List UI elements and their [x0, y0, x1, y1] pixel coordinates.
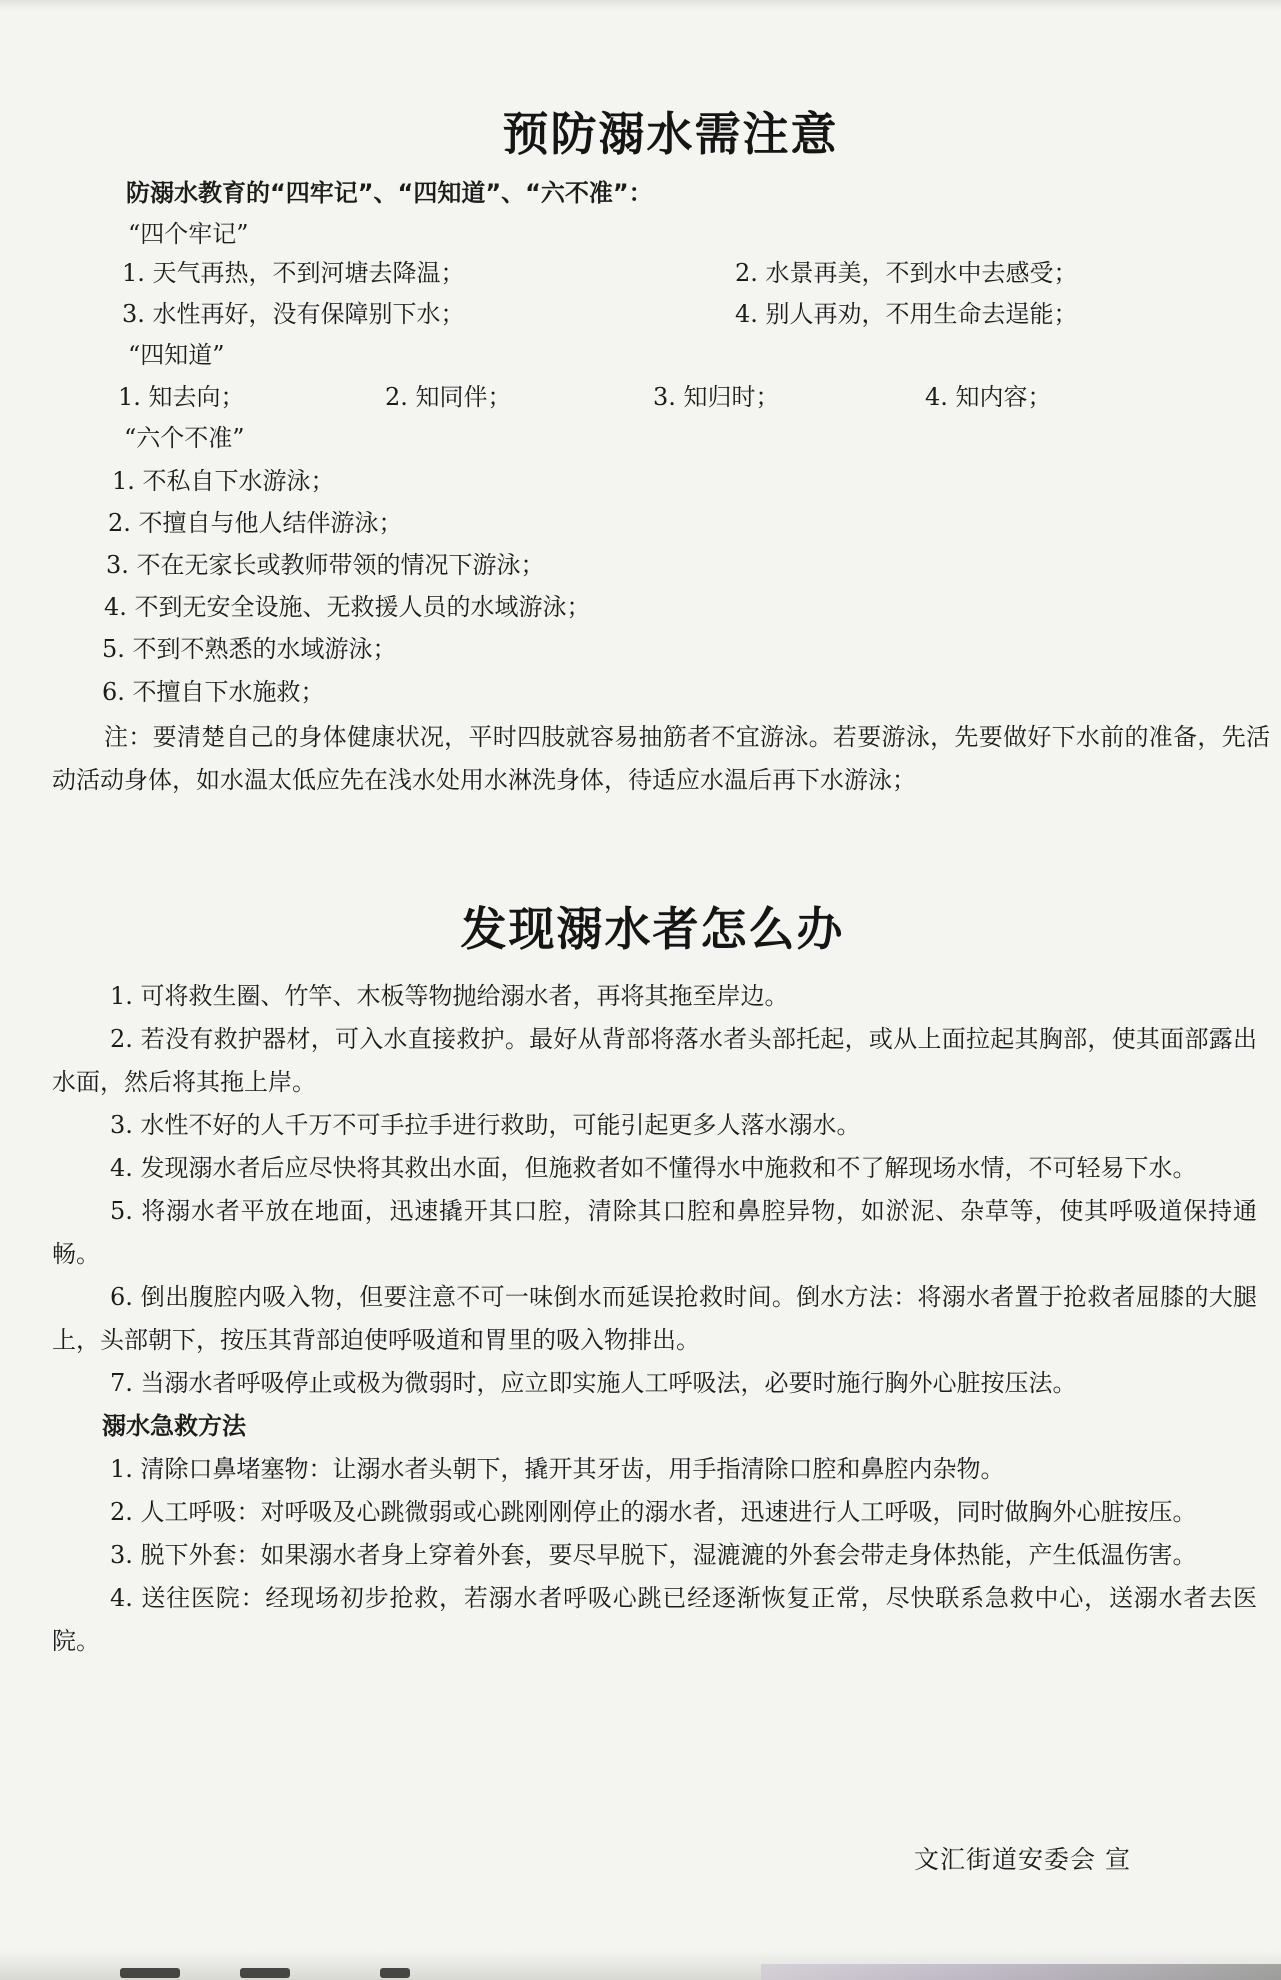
- four-know-item: 4. 知内容；: [925, 383, 1052, 411]
- rescue-step: 4. 发现溺水者后应尽快将其救出水面，但施救者如不懂得水中施救和不了解现场水情，不可轻易下水。: [110, 1154, 1197, 1182]
- four-remember-item: 3. 水性再好，没有保障别下水；: [122, 300, 465, 328]
- first-aid-heading: 溺水急救方法: [102, 1412, 246, 1440]
- note-text: 注：要清楚自己的身体健康状况，平时四肢就容易抽筋者不宜游泳。若要游泳，先要做好下水前的准备，先活动活动身体，如水温太低应先在浅水处用水淋洗身体，待适应水温后再下水游泳；: [52, 723, 1270, 794]
- four-remember-heading: “四个牢记”: [128, 220, 249, 248]
- rescue-step: 2. 若没有救护器材，可入水直接救护。最好从背部将落水者头部托起，或从上面拉起其胸部，使其面部露出水面，然后将其拖上岸。: [52, 1025, 1257, 1096]
- four-remember-item: 2. 水景再美，不到水中去感受；: [735, 259, 1078, 287]
- six-not-item: 4. 不到无安全设施、无救援人员的水域游泳；: [104, 593, 591, 621]
- rescue-step: 3. 水性不好的人千万不可手拉手进行救助，可能引起更多人落水溺水。: [110, 1111, 861, 1139]
- scan-smudge: [380, 1968, 410, 1978]
- first-aid-step: 4. 送往医院：经现场初步抢救，若溺水者呼吸心跳已经逐渐恢复正常，尽快联系急救中心，送溺水者去医院。: [52, 1584, 1257, 1655]
- rescue-step: 6. 倒出腹腔内吸入物，但要注意不可一味倒水而延误抢救时间。倒水方法：将溺水者置于抢救者屈膝的大腿上，头部朝下，按压其背部迫使呼吸道和胃里的吸入物排出。: [52, 1283, 1257, 1354]
- six-not-item: 2. 不擅自与他人结伴游泳；: [108, 509, 403, 537]
- rescue-step: 1. 可将救生圈、竹竿、木板等物抛给溺水者，再将其拖至岸边。: [110, 982, 789, 1010]
- title-prevent-drowning: 预防溺水需注意: [502, 107, 839, 161]
- first-aid-step: 1. 清除口鼻堵塞物：让溺水者头朝下，撬开其牙齿，用手指清除口腔和鼻腔内杂物。: [110, 1455, 1005, 1483]
- four-know-heading: “四知道”: [128, 341, 225, 369]
- six-not-item: 3. 不在无家长或教师带领的情况下游泳；: [106, 551, 545, 579]
- intro-line: 防溺水教育的“四牢记”、“四知道”、“六不准”：: [126, 179, 653, 207]
- six-not-heading: “六个不准”: [124, 424, 245, 452]
- scan-color-strip: [761, 1964, 1281, 1980]
- rescue-step: 5. 将溺水者平放在地面，迅速撬开其口腔，清除其口腔和鼻腔异物，如淤泥、杂草等，使其呼吸道保持通畅。: [52, 1197, 1257, 1268]
- scan-smudge: [240, 1968, 290, 1978]
- note-paragraph: [52, 716, 1270, 802]
- four-remember-item: 1. 天气再热，不到河塘去降温；: [122, 259, 465, 287]
- four-know-item: 2. 知同伴；: [385, 383, 512, 411]
- rescue-steps: [52, 975, 1257, 1663]
- title-rescue-drowning: 发现溺水者怎么办: [460, 902, 845, 956]
- six-not-item: 6. 不擅自下水施救；: [102, 678, 325, 706]
- first-aid-step: 3. 脱下外套：如果溺水者身上穿着外套，要尽早脱下，湿漉漉的外套会带走身体热能，产生低温伤害。: [110, 1541, 1197, 1569]
- scan-smudge: [120, 1968, 180, 1978]
- scan-edge-bottom: [0, 1950, 1281, 1980]
- signature: 文汇街道安委会 宣: [914, 1845, 1131, 1874]
- four-know-item: 3. 知归时；: [653, 383, 780, 411]
- scan-edge-top: [0, 0, 1281, 10]
- six-not-item: 1. 不私自下水游泳；: [112, 467, 335, 495]
- six-not-item: 5. 不到不熟悉的水域游泳；: [102, 635, 397, 663]
- four-know-item: 1. 知去向；: [118, 383, 245, 411]
- rescue-step: 7. 当溺水者呼吸停止或极为微弱时，应立即实施人工呼吸法，必要时施行胸外心脏按压法。: [110, 1369, 1077, 1397]
- first-aid-step: 2. 人工呼吸：对呼吸及心跳微弱或心跳刚刚停止的溺水者，迅速进行人工呼吸，同时做胸外心脏按压。: [110, 1498, 1197, 1526]
- four-remember-item: 4. 别人再劝，不用生命去逞能；: [735, 300, 1078, 328]
